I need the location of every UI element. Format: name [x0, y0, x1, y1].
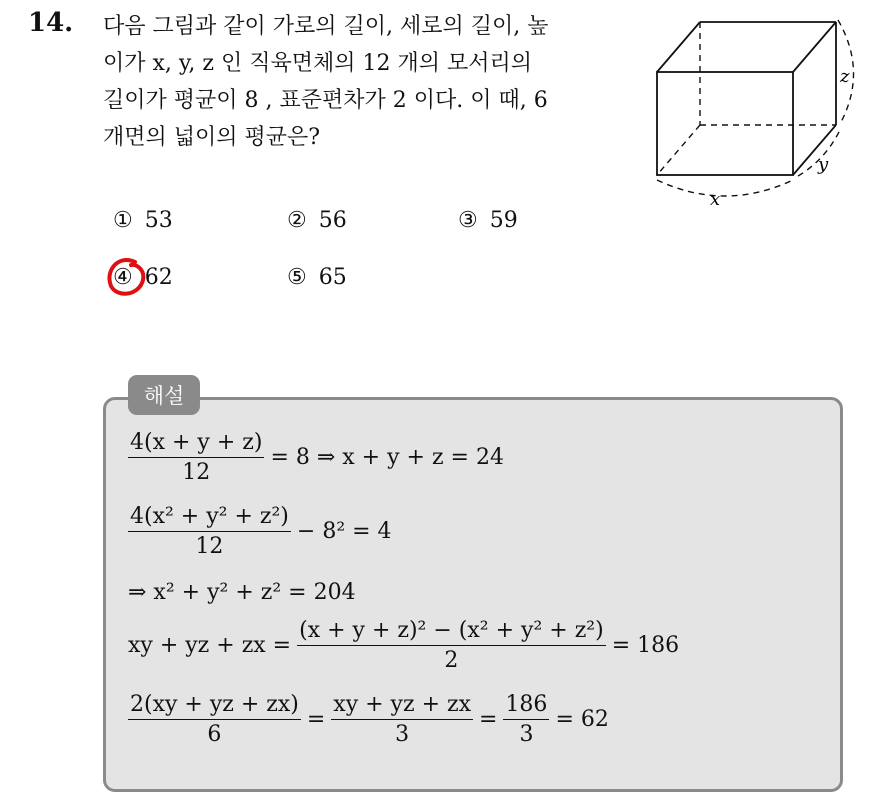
eq1-fraction — [128, 430, 264, 485]
eq2-rest: − 8² = 4 — [296, 519, 392, 544]
equation-1 — [128, 430, 510, 485]
cuboid-bottom-right-edge — [793, 125, 836, 175]
equation-5 — [128, 692, 615, 747]
eq5-fraction-1 — [128, 692, 301, 747]
eq2-numerator: 4(x² + y² + z²) — [128, 504, 291, 532]
eq5-fraction-3 — [503, 692, 549, 747]
eq5-equals-2: = — [479, 707, 498, 732]
choice-2-value: 56 — [318, 208, 347, 233]
eq5-numerator-3: 186 — [503, 692, 549, 720]
eq5-denominator-2: 3 — [395, 722, 410, 747]
choice-3-value: 59 — [489, 208, 518, 233]
choice-1[interactable] — [113, 208, 173, 233]
hidden-bottom-left-edge — [657, 125, 700, 175]
choice-5[interactable] — [287, 265, 347, 290]
eq5-numerator-1: 2(xy + yz + zx) — [128, 692, 301, 720]
choice-4-value: 62 — [144, 265, 173, 290]
eq5-equals-1: = — [306, 707, 326, 732]
equation-4 — [128, 618, 685, 673]
choice-4-mark-wrap — [113, 265, 133, 290]
question-line-4: 개면의 넓이의 평균은? — [103, 125, 321, 150]
label-y: y — [818, 154, 829, 175]
solution-tab: 해설 — [128, 375, 200, 415]
equation-3 — [128, 580, 356, 605]
question-number: 14. — [28, 8, 74, 38]
question-line-1: 다음 그림과 같이 가로의 길이, 세로의 길이, 높 — [103, 14, 549, 39]
eq4-rest: = 186 — [611, 633, 680, 658]
question-text — [103, 8, 628, 156]
eq2-fraction — [128, 504, 291, 559]
equation-2 — [128, 504, 398, 559]
choice-2-mark: ② — [287, 208, 307, 233]
choice-1-mark: ① — [113, 208, 133, 233]
eq5-denominator-3: 3 — [519, 722, 534, 747]
choice-4[interactable] — [113, 265, 173, 290]
brace-x — [657, 180, 793, 196]
choice-4-mark: ④ — [113, 265, 133, 290]
eq1-rest: = 8 ⇒ x + y + z = 24 — [270, 445, 504, 470]
question-line-2: 이가 x, y, z 인 직육면체의 12 개의 모서리의 — [103, 51, 532, 76]
label-x: x — [710, 189, 721, 210]
answer-circle-mark — [105, 256, 147, 298]
eq4-fraction — [297, 618, 606, 673]
eq5-rest: = 62 — [555, 707, 609, 732]
question-line-3: 길이가 평균이 8 , 표준편차가 2 이다. 이 때, 6 — [103, 88, 548, 113]
eq3-text: ⇒ x² + y² + z² = 204 — [128, 580, 356, 605]
cuboid-top-right-edge — [793, 22, 836, 72]
eq4-numerator: (x + y + z)² − (x² + y² + z²) — [297, 618, 606, 646]
cuboid-front-face — [657, 72, 793, 175]
eq5-fraction-2 — [331, 692, 473, 747]
eq5-numerator-2: xy + yz + zx — [331, 692, 473, 720]
eq4-denominator: 2 — [444, 648, 459, 673]
eq1-numerator: 4(x + y + z) — [128, 430, 264, 458]
label-z: z — [840, 66, 850, 87]
choice-2[interactable] — [287, 208, 347, 233]
eq1-denominator: 12 — [182, 460, 211, 485]
choice-5-value: 65 — [318, 265, 347, 290]
eq2-denominator: 12 — [195, 534, 224, 559]
cuboid-figure — [640, 0, 884, 215]
eq4-lhs: xy + yz + zx = — [128, 633, 292, 658]
choice-3[interactable] — [458, 208, 518, 233]
choice-1-value: 53 — [144, 208, 173, 233]
choice-5-mark: ⑤ — [287, 265, 307, 290]
cuboid-top-left-edge — [657, 22, 700, 72]
choice-3-mark: ③ — [458, 208, 478, 233]
eq5-denominator-1: 6 — [207, 722, 222, 747]
